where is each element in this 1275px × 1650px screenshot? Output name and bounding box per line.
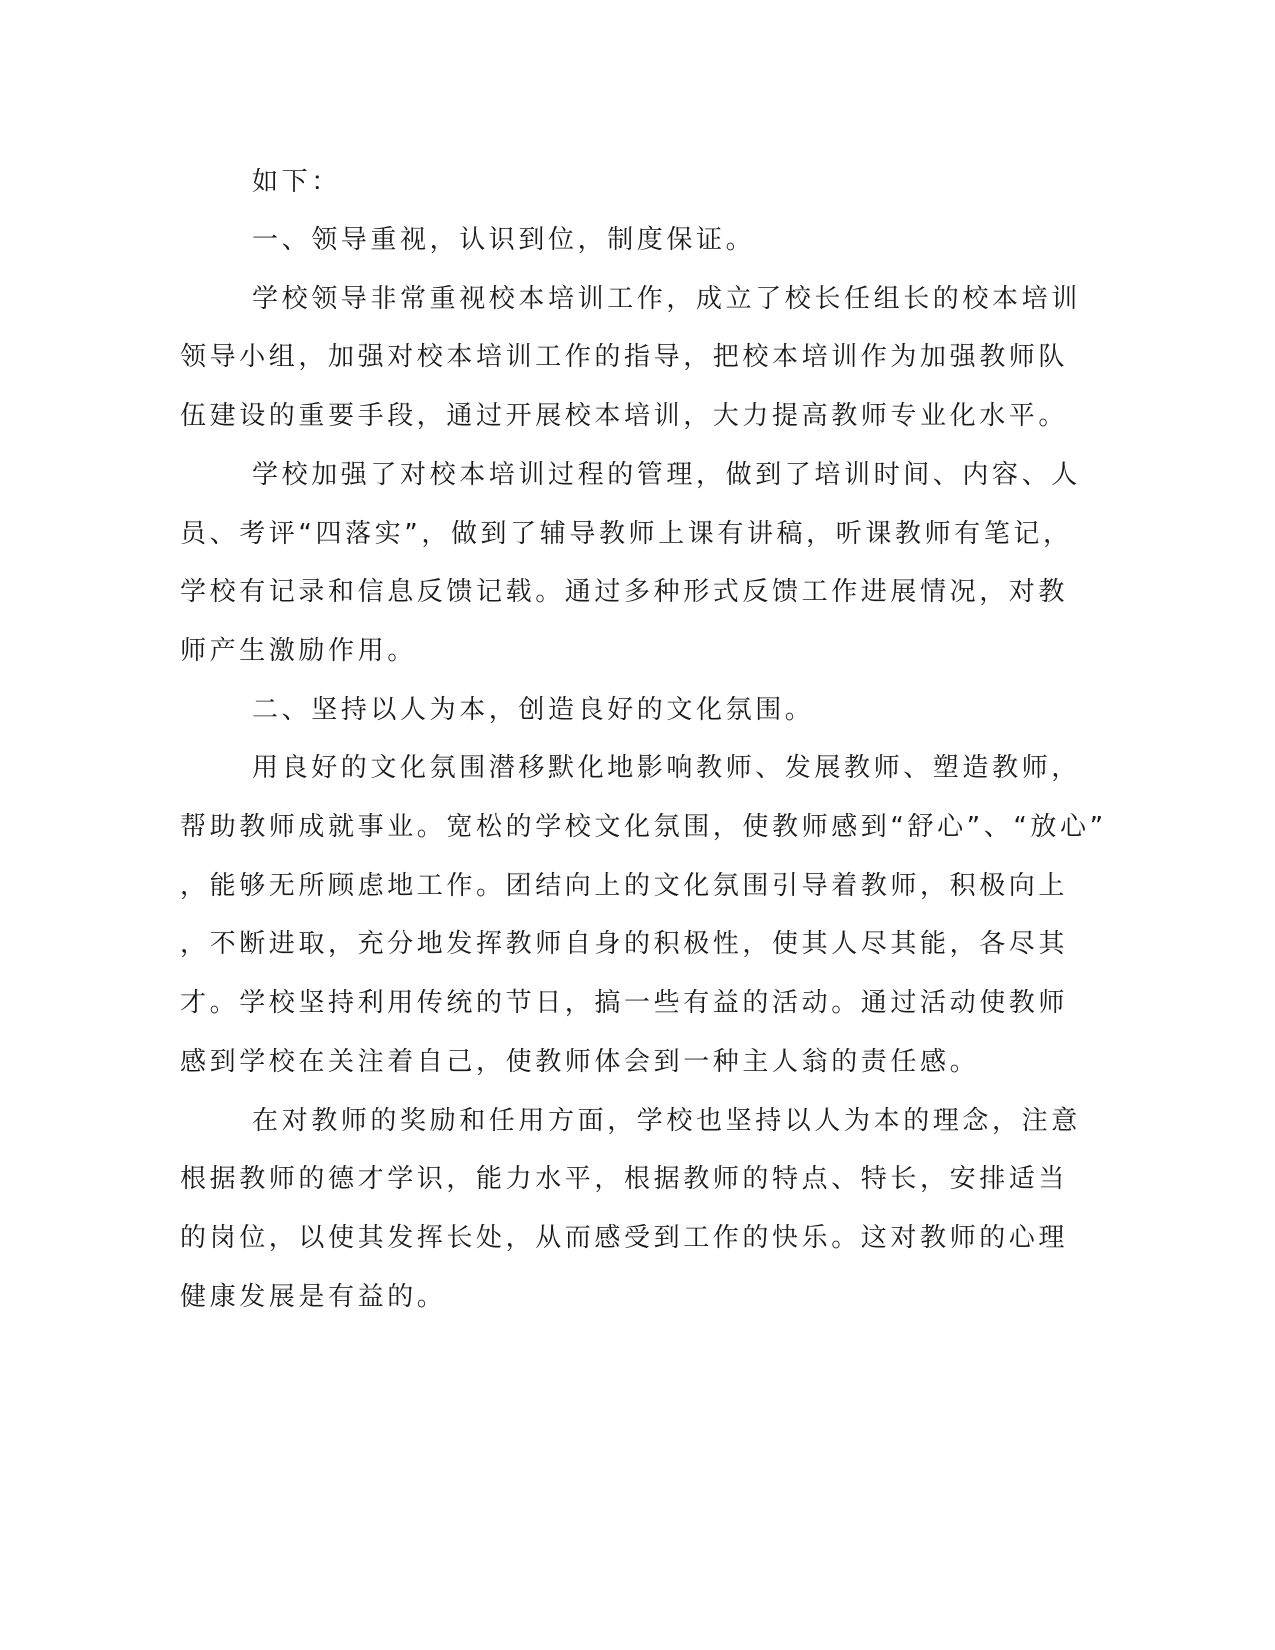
text-line: 伍建设的重要手段，通过开展校本培训，大力提高教师专业化水平。 xyxy=(180,401,1069,431)
text-line: 根据教师的德才学识，能力水平，根据教师的特点、特长，安排适当 xyxy=(180,1164,1069,1194)
section-heading-1: 一、领导重视，认识到位，制度保证。 xyxy=(252,225,756,255)
text-line: ，不断进取，充分地发挥教师自身的积极性，使其人尽其能，各尽其 xyxy=(180,929,1069,959)
text-line: 学校加强了对校本培训过程的管理，做到了培训时间、内容、人 xyxy=(252,460,1081,490)
text-line: 才。学校坚持利用传统的节日，搞一些有益的活动。通过活动使教师 xyxy=(180,988,1069,1018)
text-line: 感到学校在关注着自己，使教师体会到一种主人翁的责任感。 xyxy=(180,1047,980,1077)
text-line: 师产生激励作用。 xyxy=(180,636,417,666)
text-line: 健康发展是有益的。 xyxy=(180,1282,447,1312)
text-line: ，能够无所顾虑地工作。团结向上的文化氛围引导着教师，积极向上 xyxy=(180,871,1069,901)
text-line: 如下： xyxy=(252,167,341,197)
text-line: 领导小组，加强对校本培训工作的指导，把校本培训作为加强教师队 xyxy=(180,342,1069,372)
text-line: 学校领导非常重视校本培训工作，成立了校长任组长的校本培训 xyxy=(252,284,1081,314)
text-line: 的岗位，以使其发挥长处，从而感受到工作的快乐。这对教师的心理 xyxy=(180,1223,1069,1253)
section-heading-2: 二、坚持以人为本，创造良好的文化氛围。 xyxy=(252,695,815,725)
text-line: 用良好的文化氛围潜移默化地影响教师、发展教师、塑造教师， xyxy=(252,753,1081,783)
text-line: 学校有记录和信息反馈记载。通过多种形式反馈工作进展情况，对教 xyxy=(180,577,1069,607)
text-line: 在对教师的奖励和任用方面，学校也坚持以人为本的理念，注意 xyxy=(252,1106,1081,1136)
text-line: 员、考评“四落实”，做到了辅导教师上课有讲稿，听课教师有笔记， xyxy=(180,519,1073,549)
text-line: 帮助教师成就事业。宽松的学校文化氛围，使教师感到“舒心”、“放心” xyxy=(180,812,1107,842)
